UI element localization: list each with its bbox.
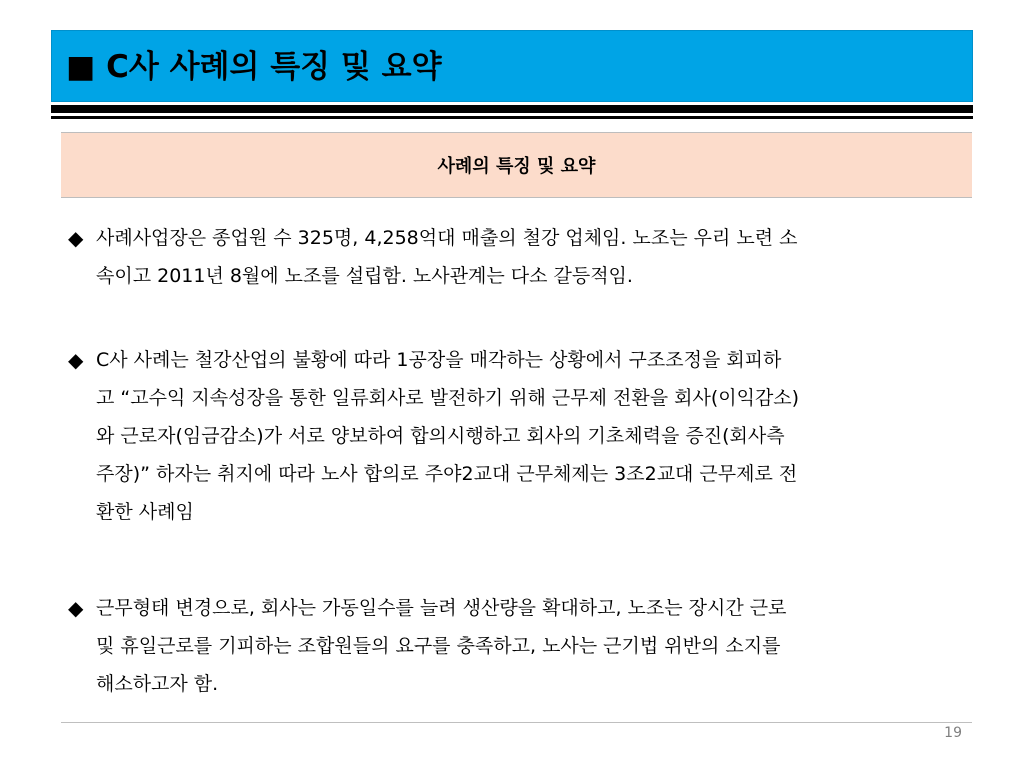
section-header-text: 사례의 특징 및 요약 bbox=[437, 156, 596, 177]
bullet-line: 및 휴일근로를 기피하는 조합원들의 요구를 충족하고, 노사는 근기법 위반의 소지를 bbox=[96, 635, 781, 657]
section-header-box bbox=[61, 132, 972, 198]
bullet-line: 해소하고자 함. bbox=[96, 673, 219, 695]
title-bar bbox=[51, 30, 973, 102]
bullet-text bbox=[96, 219, 966, 295]
diamond-bullet-icon: ◆ bbox=[68, 226, 84, 250]
diamond-bullet-icon: ◆ bbox=[68, 596, 84, 620]
title-underline-thin bbox=[51, 116, 973, 119]
bullet-line: 와 근로자(임금감소)가 서로 양보하여 합의시행하고 회사의 기초체력을 증진(회사측 bbox=[96, 425, 785, 447]
bullet-line: 주장)” 하자는 취지에 따라 노사 합의로 주야2교대 근무체제는 3조2교대 근무제로 전 bbox=[96, 463, 798, 485]
bullet-line: 속이고 2011년 8월에 노조를 설립함. 노사관계는 다소 갈등적임. bbox=[96, 265, 633, 287]
diamond-bullet-icon: ◆ bbox=[68, 348, 84, 372]
bullet-line: 환한 사례임 bbox=[96, 501, 194, 523]
slide-title: ■ C사 사례의 특징 및 요약 bbox=[66, 49, 442, 85]
page-number: 19 bbox=[944, 725, 962, 741]
bullet-text bbox=[96, 589, 966, 703]
bullet-line: 근무형태 변경으로, 회사는 가동일수를 늘려 생산량을 확대하고, 노조는 장시간 근로 bbox=[96, 597, 787, 619]
title-underline-thick bbox=[51, 105, 973, 113]
bullet-text bbox=[96, 341, 966, 531]
footer-divider bbox=[61, 722, 972, 723]
bullet-line: C사 사례는 철강산업의 불황에 따라 1공장을 매각하는 상황에서 구조조정을 회피하 bbox=[96, 349, 782, 371]
bullet-line: 사례사업장은 종업원 수 325명, 4,258억대 매출의 철강 업체임. 노조는 우리 노련 소 bbox=[96, 227, 798, 249]
bullet-line: 고 “고수익 지속성장을 통한 일류회사로 발전하기 위해 근무제 전환을 회사(이익감소) bbox=[96, 387, 800, 409]
